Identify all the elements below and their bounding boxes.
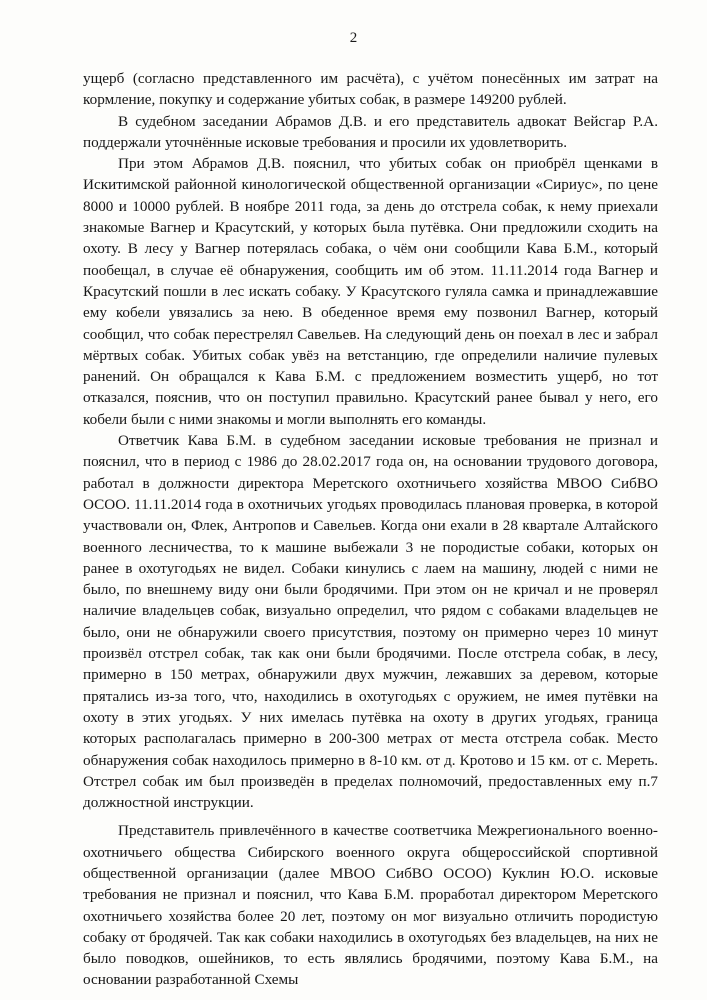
paragraph-plaintiff-claims: В судебном заседании Абрамов Д.В. и его представитель адвокат Вейсгар Р.А. поддержали уточнённые исковые требования и просили их удовлетворить. — [83, 112, 658, 151]
paragraph-codefendant-representative: Представитель привлечённого в качестве соответчика Межрегионального военно-охотничьего общества Сибирского военного округа общероссийской спортивной общественной организации (далее МВОО СибВО ОСОО) Куклин Ю.О. исковые требования не признал и пояснил, что Кава Б.М. проработал директором Меретского охотничьего хозяйства более 20 лет, поэтому он мог визуально отличить породистую собаку от бродячей. Так как собаки находились в охотугодьях без владельцев, на них не было поводков, ошейников, то есть являлись бродячими, поэтому Кава Б.М., на основании разработанной Схемы — [83, 822, 658, 989]
paragraph-plaintiff-explanation: При этом Абрамов Д.В. пояснил, что убитых собак он приобрёл щенками в Искитимской районной кинологической общественной организации «Сириус», по цене 8000 и 10000 рублей. В ноябре 2011 года, за день до отстрела собак, к нему приехали знакомые Вагнер и Красутский, у которых была путёвка. Они предложили сходить на охоту. В лесу у Вагнер потерялась собака, о чём они сообщили Кава Б.М., который пообещал, в случае её обнаружения, сообщить им об этом. 11.11.2014 года Вагнер и Красутский пошли в лес искать собаку. У Красутского гуляла самка и принадлежавшие ему кобели увязались за нею. В обеденное время ему позвонил Вагнер, который сообщил, что собак перестрелял Савельев. На следующий день он поехал в лес и забрал мёртвых собак. Убитых собак увёз на ветстанцию, где определили наличие пулевых ранений. Он обращался к Кава Б.М. с предложением возместить ущерб, но тот отказался, пояснив, что он поступил правильно. Красутский ранее бывал у него, его кобели были с ними знакомы и могли выполнять его команды. — [83, 155, 658, 428]
paragraph-defendant-explanation: Ответчик Кава Б.М. в судебном заседании исковые требования не признал и пояснил, что в период с 1986 до 28.02.2017 года он, на основании трудового договора, работал в должности директора Меретского охотничьего хозяйства МВОО СибВО ОСОО. 11.11.2014 года в охотничьих угодьях проводилась плановая проверка, в которой участвовали он, Флек, Антропов и Савельев. Когда они ехали в 28 квартале Алтайского военного лесничества, то к машине выбежали 3 не породистые собаки, которых он ранее в охотугодьях не видел. Собаки кинулись с лаем на машину, людей с ними не было, по внешнему виду они были бродячими. При этом он не кричал и не проверял наличие владельцев собак, визуально определил, что рядом с собаками владельцев не было, они не обнаружили своего присутствия, поэтому он примерно через 10 минут произвёл отстрел собак, так как они были бродячими. После отстрела собак, в лесу, примерно в 150 метрах, обнаружили двух мужчин, лежавших за деревом, которые прятались из-за того, что, находились в охотугодьях с оружием, не имея путёвки на охоту в этих угодьях. У них имелась путёвка на охоту в других угодьях, граница которых располагалась примерно в 200-300 метрах от места отстрела собак. Место обнаружения собак находилось примерно в 8-10 км. от д. Кротово и 15 км. от с. Мереть. Отстрел собак им был произведён в пределах полномочий, предоставленных ему п.7 должностной инструкции. — [83, 432, 658, 812]
page-number: 2 — [349, 30, 358, 46]
paragraph-damage-amount: ущерб (согласно представленного им расчёта), с учётом понесённых им затрат на кормление, покупку и содержание убитых собак, в размере 149200 рублей. — [83, 70, 658, 109]
document-body — [83, 68, 658, 991]
